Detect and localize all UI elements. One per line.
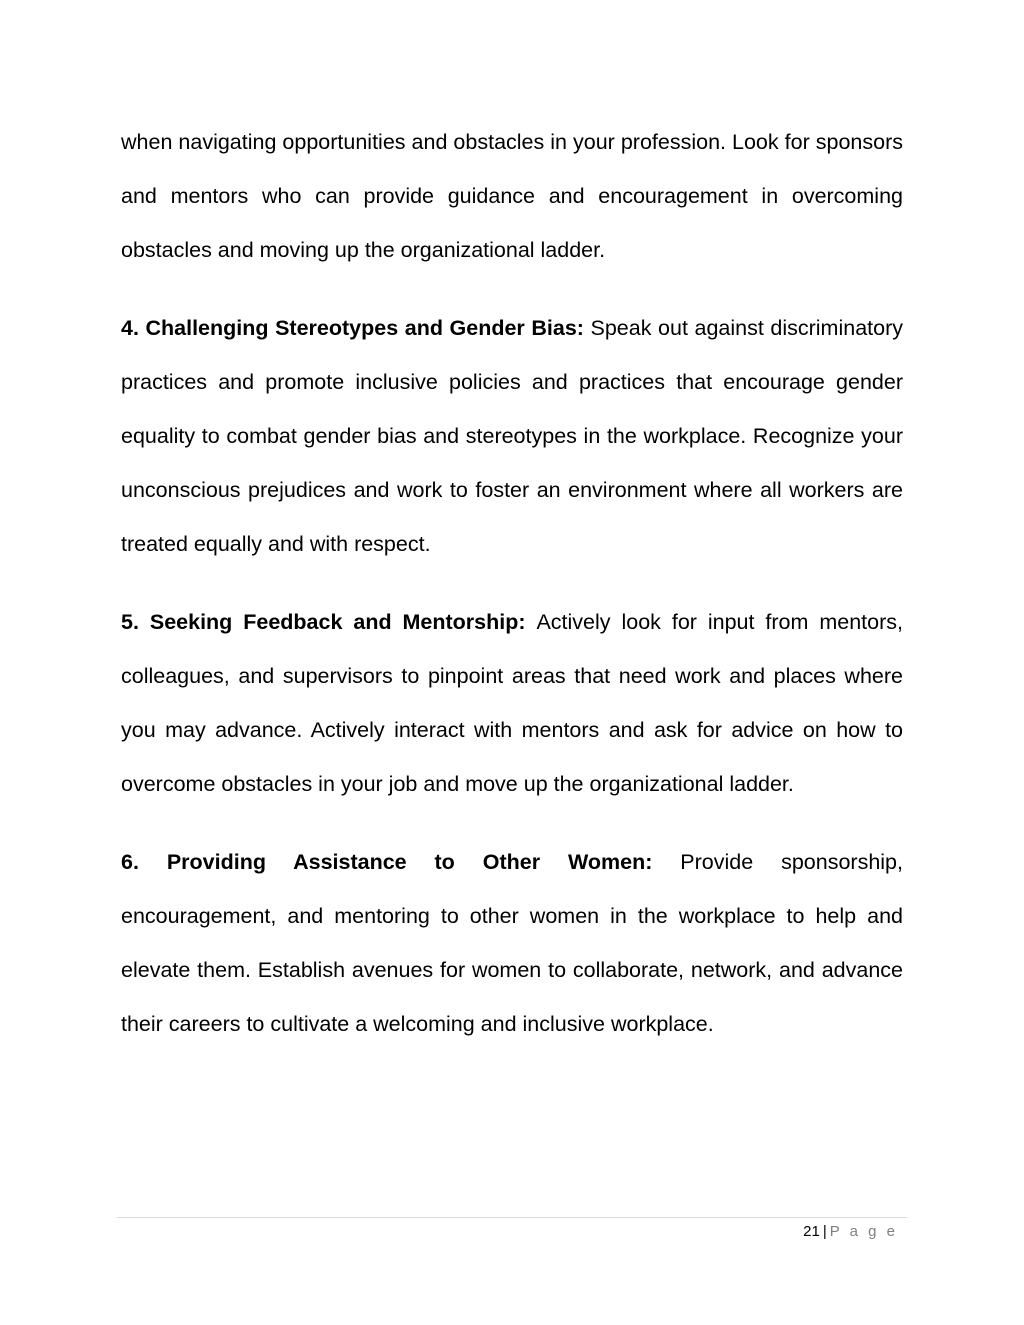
paragraph-heading: 5. Seeking Feedback and Mentorship: [121,610,537,634]
paragraph-continuation [121,115,903,277]
paragraph-text: Actively look for input from mentors, colleagues, and supervisors to pinpoint areas that need work and places where you may advance. Actively interact with mentors and ask for advice on how to overcome obstacles in your job and move up the organizational ladder. [121,610,903,796]
page-number: 21 [803,1223,820,1240]
paragraph-heading: 4. Challenging Stereotypes and Gender Bias: [121,316,591,340]
document-body [121,115,903,1075]
page-label: P a g e [829,1223,898,1240]
paragraph-text: when navigating opportunities and obstacles in your profession. Look for sponsors and mentors who can provide guidance and encouragement in overcoming obstacles and moving up the organizational ladder. [121,130,903,262]
paragraph-seeking-feedback [121,595,903,811]
paragraph-text: Provide sponsorship, encouragement, and mentoring to other women in the workplace to help and elevate them. Establish avenues for women to collaborate, network, and advance their careers to cultivate a welcoming and inclusive workplace. [121,850,903,1036]
footer-separator: | [822,1223,827,1240]
paragraph-challenging-stereotypes [121,301,903,571]
page-footer [803,1222,898,1242]
paragraph-providing-assistance [121,835,903,1051]
paragraph-heading: 6. Providing Assistance to Other Women: [121,850,681,874]
paragraph-text: Speak out against discriminatory practices and promote inclusive policies and practices that encourage gender equality to combat gender bias and stereotypes in the workplace. Recognize your unconscious prejudices and work to foster an environment where all workers are treated equally and with respect. [121,316,903,556]
footer-divider [117,1217,907,1218]
